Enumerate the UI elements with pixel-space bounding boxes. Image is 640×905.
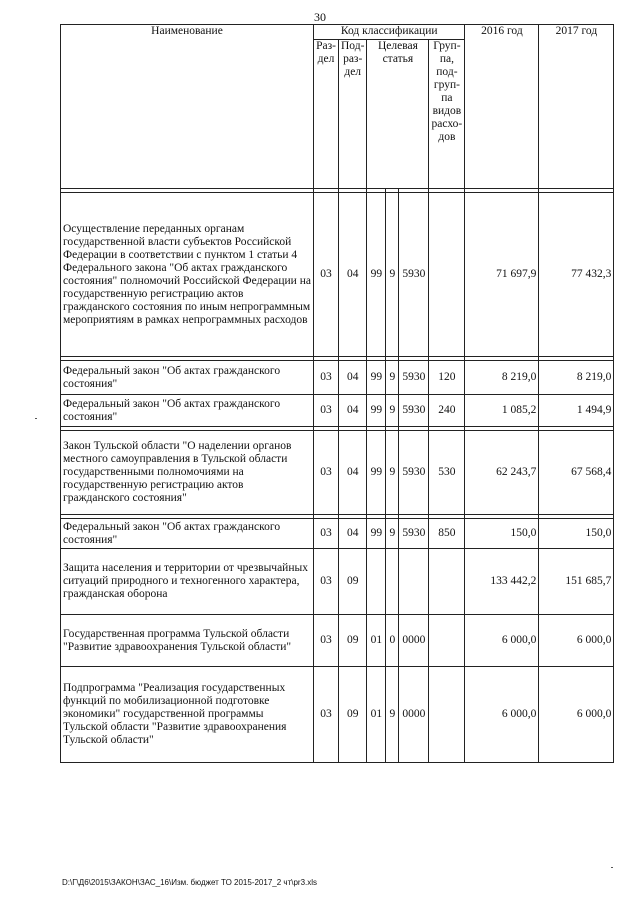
column-header-section: Раз- дел	[314, 40, 339, 189]
column-header-2016: 2016 год	[465, 25, 539, 189]
table-row	[61, 431, 614, 515]
row-name: Федеральный закон "Об актах гражданского состояния"	[61, 519, 314, 549]
expense-group-code	[429, 193, 465, 357]
row-name: Подпрограмма "Реализация государственных функций по мобилизационной подготовке экономики" государственной программы Тульской области "Развитие здравоохранения Тульской области"	[61, 667, 314, 763]
expense-group-code: 120	[429, 361, 465, 395]
expense-group-code	[429, 667, 465, 763]
column-header-classification-code: Код классификации	[314, 25, 465, 40]
budget-table	[60, 24, 614, 763]
section-code: 03	[314, 193, 339, 357]
value-2016: 6 000,0	[465, 667, 539, 763]
column-header-subsection: Под- раз- дел	[339, 40, 367, 189]
section-code: 03	[314, 615, 339, 667]
target-code-part3: 0000	[399, 615, 429, 667]
section-code: 03	[314, 361, 339, 395]
target-code-part3: 5930	[399, 193, 429, 357]
target-code-part1: 99	[367, 361, 386, 395]
subsection-code: 04	[339, 193, 367, 357]
table-row	[61, 615, 614, 667]
expense-group-code	[429, 615, 465, 667]
column-header-2017: 2017 год	[539, 25, 614, 189]
value-2017: 6 000,0	[539, 667, 614, 763]
value-2017: 67 568,4	[539, 431, 614, 515]
target-code-part3	[399, 549, 429, 615]
value-2017: 8 219,0	[539, 361, 614, 395]
subsection-code: 09	[339, 667, 367, 763]
table-row	[61, 549, 614, 615]
target-code-part3: 5930	[399, 395, 429, 427]
section-code: 03	[314, 395, 339, 427]
row-name: Государственная программа Тульской области "Развитие здравоохранения Тульской области"	[61, 615, 314, 667]
expense-group-code: 240	[429, 395, 465, 427]
section-code: 03	[314, 431, 339, 515]
target-code-part1: 99	[367, 431, 386, 515]
target-code-part3: 5930	[399, 431, 429, 515]
table-row	[61, 193, 614, 357]
row-name: Закон Тульской области "О наделении органов местного самоуправления в Тульской области государственными полномочиями на государственную регистрацию актов гражданского состояния"	[61, 431, 314, 515]
subsection-code: 09	[339, 615, 367, 667]
target-code-part3: 5930	[399, 361, 429, 395]
target-code-part2: 9	[386, 431, 399, 515]
section-code: 03	[314, 519, 339, 549]
target-code-part2: 9	[386, 395, 399, 427]
header-row	[61, 25, 614, 40]
section-code: 03	[314, 549, 339, 615]
target-code-part2: 9	[386, 667, 399, 763]
row-name: Федеральный закон "Об актах гражданского состояния"	[61, 395, 314, 427]
value-2017: 150,0	[539, 519, 614, 549]
subsection-code: 04	[339, 395, 367, 427]
target-code-part2	[386, 549, 399, 615]
column-header-name: Наименование	[61, 25, 314, 189]
target-code-part2: 0	[386, 615, 399, 667]
expense-group-code: 850	[429, 519, 465, 549]
value-2016: 71 697,9	[465, 193, 539, 357]
target-code-part2: 9	[386, 519, 399, 549]
target-code-part1	[367, 549, 386, 615]
value-2016: 150,0	[465, 519, 539, 549]
target-code-part3: 5930	[399, 519, 429, 549]
target-code-part1: 01	[367, 615, 386, 667]
target-code-part1: 99	[367, 519, 386, 549]
scan-speck	[35, 418, 37, 419]
value-2016: 6 000,0	[465, 615, 539, 667]
target-code-part2: 9	[386, 361, 399, 395]
target-code-part1: 99	[367, 193, 386, 357]
section-code: 03	[314, 667, 339, 763]
table-row	[61, 667, 614, 763]
page-number: 30	[314, 10, 326, 24]
value-2017: 77 432,3	[539, 193, 614, 357]
table-row	[61, 519, 614, 549]
subsection-code: 04	[339, 431, 367, 515]
column-header-target-article: Целевая статья	[367, 40, 429, 189]
table-row	[61, 361, 614, 395]
row-name: Осуществление переданных органам государственной власти субъектов Российской Федерации в соответствии с пунктом 1 статьи 4 Федерального закона "Об актах гражданского состояния" полномочий Российской Федерации на государственную регистрацию актов гражданского состояния по иным непрограммным мероприятиям в рамках непрограммных расходов	[61, 193, 314, 357]
value-2016: 62 243,7	[465, 431, 539, 515]
target-code-part3: 0000	[399, 667, 429, 763]
column-header-expense-group: Груп- па, под- груп- па видов расхо- дов	[429, 40, 465, 189]
value-2017: 6 000,0	[539, 615, 614, 667]
value-2017: 151 685,7	[539, 549, 614, 615]
table-row	[61, 395, 614, 427]
value-2016: 133 442,2	[465, 549, 539, 615]
expense-group-code: 530	[429, 431, 465, 515]
row-name: Федеральный закон "Об актах гражданского состояния"	[61, 361, 314, 395]
row-name: Защита населения и территории от чрезвычайных ситуаций природного и техногенного характера, гражданская оборона	[61, 549, 314, 615]
expense-group-code	[429, 549, 465, 615]
subsection-code: 04	[339, 361, 367, 395]
subsection-code: 04	[339, 519, 367, 549]
scan-speck	[611, 867, 613, 868]
value-2016: 8 219,0	[465, 361, 539, 395]
value-2017: 1 494,9	[539, 395, 614, 427]
target-code-part2: 9	[386, 193, 399, 357]
value-2016: 1 085,2	[465, 395, 539, 427]
file-path-footer: D:\Г\Д6\2015\ЗАКОН\ЗАС_16\Изм. бюджет ТО 2015-2017_2 чт\pr3.xls	[62, 878, 318, 887]
subsection-code: 09	[339, 549, 367, 615]
target-code-part1: 01	[367, 667, 386, 763]
target-code-part1: 99	[367, 395, 386, 427]
